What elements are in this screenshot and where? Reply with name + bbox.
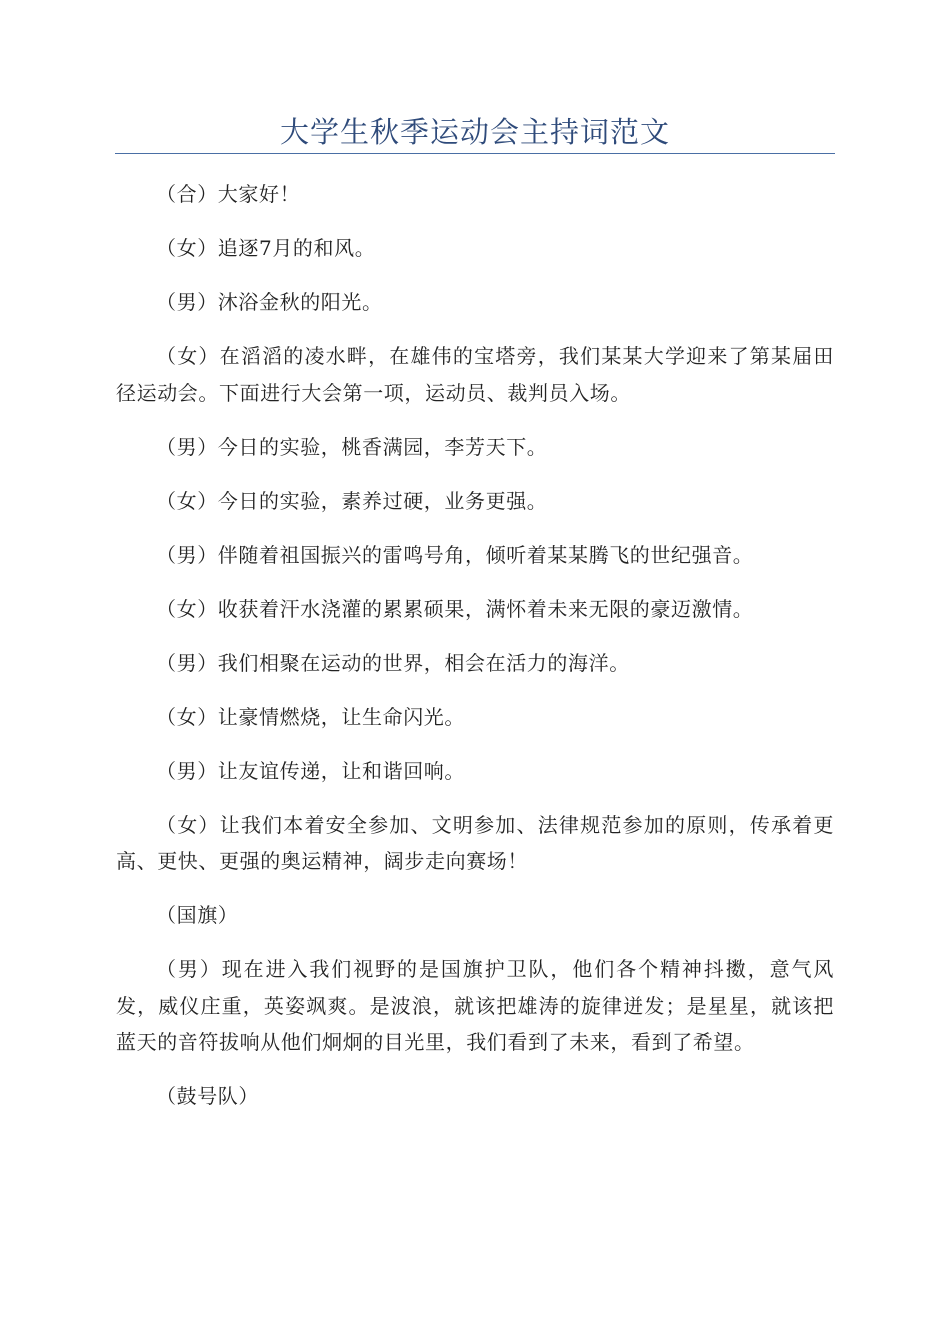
paragraph: （鼓号队） (156, 1084, 259, 1108)
document-title: 大学生秋季运动会主持词范文 (279, 115, 670, 149)
paragraph: （女）收获着汗水浇灌的累累硕果，满怀着未来无限的豪迈激情。 (156, 596, 754, 621)
paragraph: （女）在滔滔的凌水畔，在雄伟的宝塔旁，我们某某大学迎来了第某届田径运动会。下面进行大会第一项，运动员、裁判员入场。 (116, 344, 834, 405)
paragraph: （男）我们相聚在运动的世界，相会在活力的海洋。 (156, 650, 630, 675)
paragraph: （男）让友谊传递，让和谐回响。 (156, 758, 465, 783)
paragraph: （女）今日的实验，素养过硬，业务更强。 (156, 488, 548, 513)
paragraph: （合）大家好！ (156, 182, 301, 206)
paragraph: （男）伴随着祖国振兴的雷鸣号角，倾听着某某腾飞的世纪强音。 (156, 542, 754, 567)
paragraph: （男）今日的实验，桃香满园，李芳天下。 (156, 434, 548, 459)
title-underline (115, 153, 835, 154)
paragraph: （男）沐浴金秋的阳光。 (156, 290, 383, 314)
paragraph: （国旗） (156, 903, 239, 927)
paragraph: （女）让我们本着安全参加、文明参加、法律规范参加的原则，传承着更高、更快、更强的奥运精神，阔步走向赛场！ (116, 812, 834, 873)
document-body (116, 176, 834, 1132)
paragraph: （女）让豪情燃烧，让生命闪光。 (156, 704, 465, 729)
paragraph: （男）现在进入我们视野的是国旗护卫队，他们各个精神抖擞，意气风发，威仪庄重，英姿飒爽。是波浪，就该把雄涛的旋律迸发；是星星，就该把蓝天的音符拔响从他们炯炯的目光里，我们看到了未来，看到了希望。 (116, 957, 834, 1054)
paragraph: （女）追逐7月的和风。 (156, 236, 376, 260)
